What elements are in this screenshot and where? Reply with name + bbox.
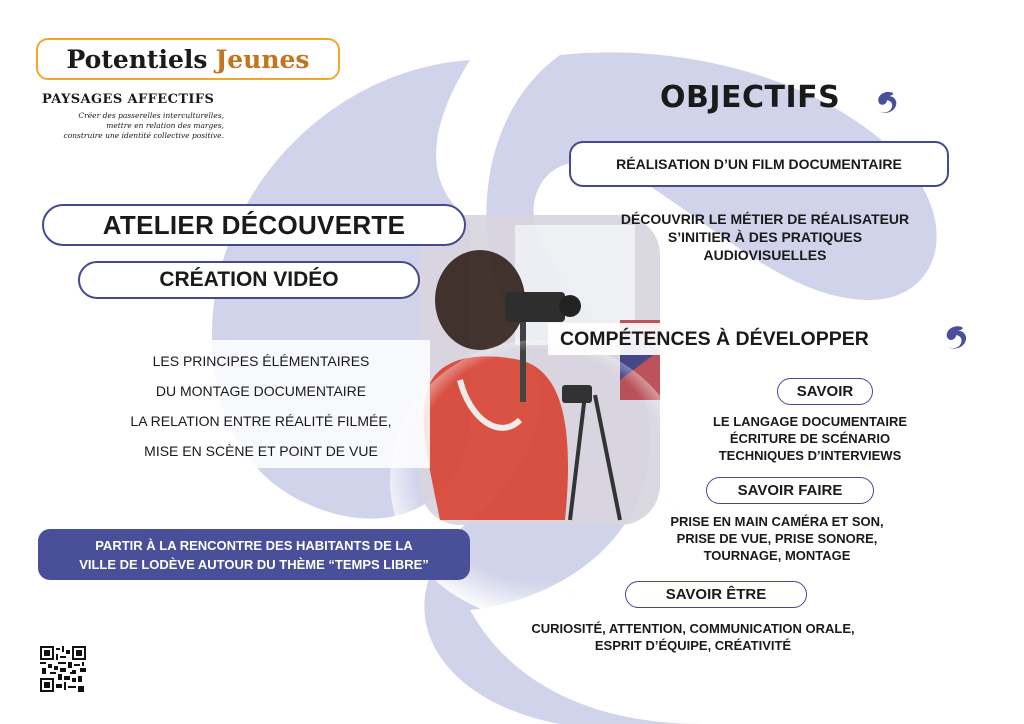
principles-list (96, 346, 426, 466)
savoir-etre-item: ESPRIT D’ÉQUIPE, CRÉATIVITÉ (594, 638, 792, 653)
tagline-line: Créer des passerelles interculturelles, (78, 111, 224, 120)
banner-line: PARTIR À LA RENCONTRE DES HABITANTS DE LA (95, 537, 413, 553)
realisation-box: RÉALISATION D’UN FILM DOCUMENTAIRE (569, 141, 949, 187)
objective-line: DÉCOUVRIR LE MÉTIER DE RÉALISATEUR (620, 211, 910, 227)
project-name: PAYSAGES AFFECTIFS (42, 92, 215, 107)
principles-line: LES PRINCIPES ÉLÉMENTAIRES (152, 353, 370, 369)
lodeve-banner (38, 529, 470, 580)
objectives-text (560, 210, 970, 264)
objective-line: S’INITIER À DES PRATIQUES (667, 229, 863, 245)
logo-word-potentiels: Potentiels (66, 44, 208, 74)
savoir-faire-item: TOURNAGE, MONTAGE (703, 548, 851, 563)
tagline-line: construire une identité collective positive. (63, 131, 224, 140)
atelier-title: ATELIER DÉCOUVERTE (42, 204, 466, 246)
savoir-list (690, 413, 930, 464)
swirl-icon (940, 322, 970, 352)
objectifs-heading: OBJECTIFS (660, 80, 841, 115)
savoir-faire-list (632, 513, 922, 564)
savoir-item: ÉCRITURE DE SCÉNARIO (729, 431, 891, 446)
objective-line: AUDIOVISUELLES (703, 247, 827, 263)
logo-word-jeunes: Jeunes (215, 44, 310, 74)
principles-line: DU MONTAGE DOCUMENTAIRE (155, 383, 367, 399)
savoir-etre-list (500, 620, 886, 654)
creation-subtitle: CRÉATION VIDÉO (78, 261, 420, 299)
savoir-label: SAVOIR (777, 378, 873, 405)
project-tagline (60, 111, 224, 141)
principles-line: LA RELATION ENTRE RÉALITÉ FILMÉE, (130, 413, 392, 429)
savoir-item: LE LANGAGE DOCUMENTAIRE (712, 414, 908, 429)
savoir-faire-item: PRISE DE VUE, PRISE SONORE, (676, 531, 878, 546)
competences-heading: COMPÉTENCES À DÉVELOPPER (548, 323, 940, 355)
qr-code-icon[interactable] (40, 646, 86, 692)
savoir-etre-label: SAVOIR ÊTRE (625, 581, 807, 608)
swirl-icon (872, 88, 900, 116)
logo-potentiels-jeunes (36, 38, 340, 80)
savoir-faire-item: PRISE EN MAIN CAMÉRA ET SON, (670, 514, 884, 529)
tagline-line: mettre en relation des marges, (106, 121, 224, 130)
savoir-faire-label: SAVOIR FAIRE (706, 477, 874, 504)
savoir-item: TECHNIQUES D’INTERVIEWS (718, 448, 902, 463)
principles-line: MISE EN SCÈNE ET POINT DE VUE (144, 443, 378, 459)
banner-line: VILLE DE LODÈVE AUTOUR DU THÈME “TEMPS LIBRE” (79, 556, 429, 572)
savoir-etre-item: CURIOSITÉ, ATTENTION, COMMUNICATION ORALE, (531, 621, 855, 636)
